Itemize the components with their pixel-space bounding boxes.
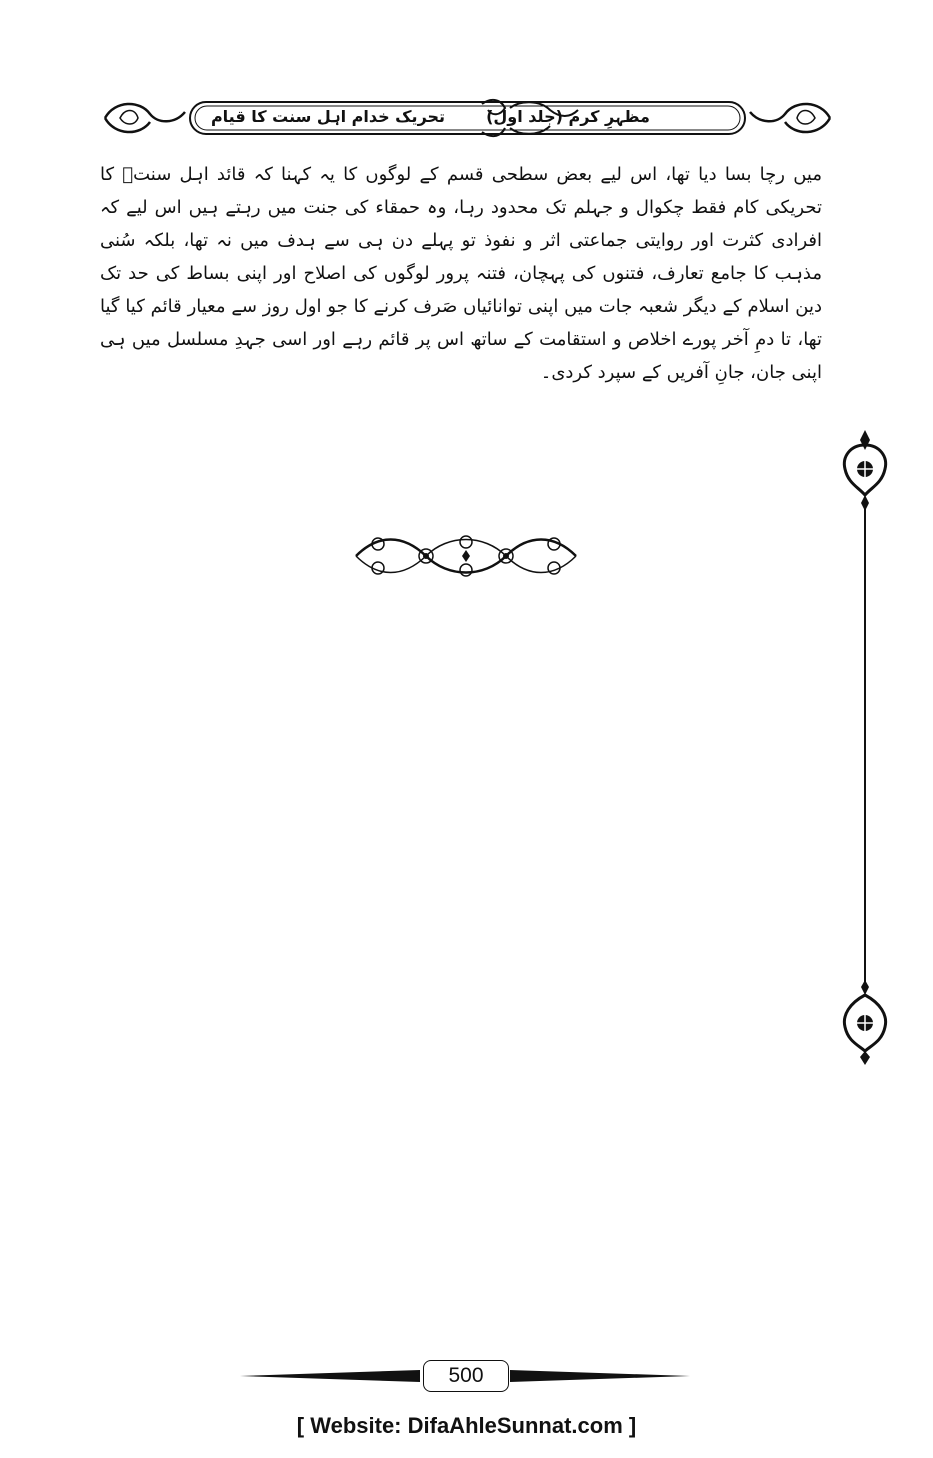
page-number-ornament <box>240 1356 690 1396</box>
body-text <box>100 158 822 389</box>
paragraph: میں رچا بسا دیا تھا، اس لیے بعض سطحی قسم کے لوگوں کا یہ کہنا کہ قائد اہل سنتؒ کا تحریکی کام فقط چکوال و جہلم تک محدود رہا، وہ حمقاء کی جنت میں رہتے ہیں اس لیے کہ افرادی کثرت اور روایتی جماعتی اثر و نفوذ تو پہلے دن ہی سے ہدف میں نہ تھا، بلکہ سُنی مذہب کا جامع تعارف، فتنوں کی پہچان، فتنہ پرور لوگوں کی اصلاح اور اپنی بساط کی حد تک دین اسلام کے دیگر شعبہ جات میں اپنی توانائیاں صَرف کرنے کا جو اول روز سے معیار قائم کیا گیا تھا، تا دمِ آخر پورے اخلاص و استقامت کے ساتھ اس پر قائم رہے اور اسی جہدِ مسلسل میں ہی اپنی جان، جانِ آفریں کے سپرد کردی۔ <box>100 164 822 383</box>
chapter-title: تحریک خدام اہل سنت کا قیام <box>210 107 446 126</box>
side-ornament-rule <box>830 425 900 1065</box>
page-number: 500 <box>423 1360 509 1392</box>
book-title: مظہرِ کرم (جلد اول) <box>486 107 650 126</box>
side-filigree-ornament <box>830 425 900 1065</box>
floral-vignette-art <box>348 530 584 582</box>
website-footer: [ Website: DifaAhleSunnat.com ] <box>296 1413 637 1438</box>
floral-vignette <box>348 530 584 582</box>
